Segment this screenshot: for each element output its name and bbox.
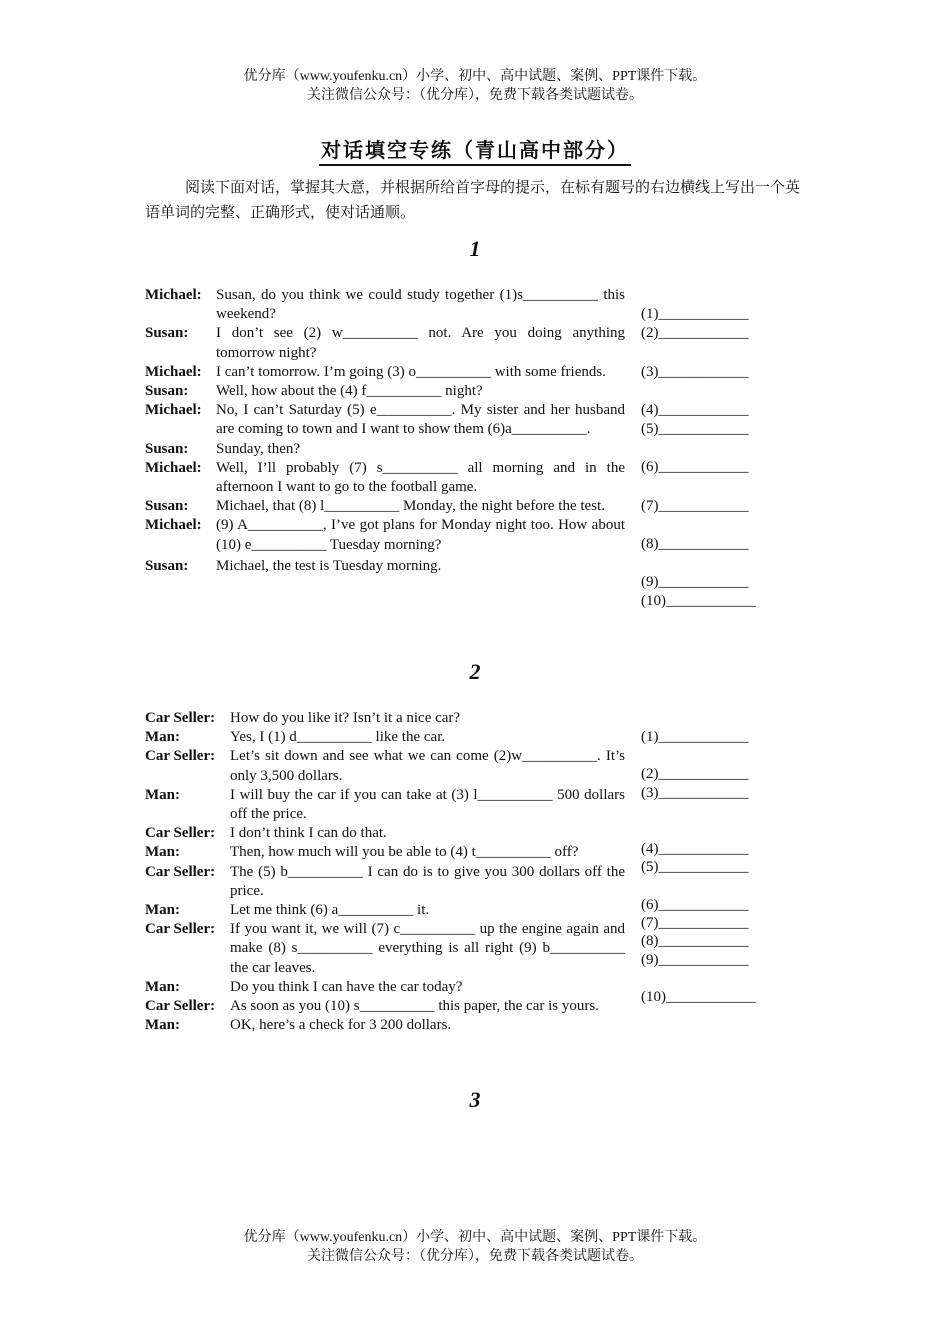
answer-blank-2-10[interactable]: (10)____________ [641,989,756,1005]
speaker: Car Seller: [145,998,216,1015]
answer-blank-1-9[interactable]: (9)____________ [641,574,749,590]
page-footer [0,1228,950,1266]
speaker: Michael: [145,363,202,380]
dialogue-line [145,709,625,728]
worksheet-title: 对话填空专练（青山高中部分） [319,134,631,166]
speaker: Susan: [145,383,189,400]
line-text: No, I can’t Saturday (5) e__________. My sister and her husband are coming to town and I want to show them (6)a__________. [216,402,625,438]
dialogue-line [145,1016,625,1035]
speaker: Car Seller: [145,710,216,726]
line-text: Sunday, then? [216,440,301,457]
speaker: Man: [145,1017,180,1034]
dialogue-line [145,863,625,901]
footer-line-1: 优分库（www.youfenku.cn）小学、初中、高中试题、案例、PPT课件下载。 [243,1230,707,1245]
speaker: Man: [145,844,180,861]
dialogue-line [145,363,625,382]
dialogue-line [145,516,625,554]
line-text: I will buy the car if you can take at (3) l__________ 500 dollars off the price. [230,786,625,823]
line-text: OK, here’s a check for 3 200 dollars. [230,1017,452,1034]
answer-blank-1-7[interactable]: (7)____________ [641,498,749,514]
header-line-2: 关注微信公众号：（优分库），免费下载各类试题试卷。 [307,88,643,103]
speaker: Car Seller: [145,825,216,842]
speaker: Michael: [145,402,202,419]
line-text: How do you like it? Isn’t it a nice car? [230,710,461,726]
page-header [0,67,950,105]
dialogue-line [145,440,625,459]
answer-blank-2-3[interactable]: (3)____________ [641,785,749,801]
dialogue-line [145,382,625,401]
answer-blank-1-1[interactable]: (1)____________ [641,306,749,322]
answer-blank-2-2[interactable]: (2)____________ [641,766,749,782]
dialogue-line [145,286,625,324]
answer-blank-1-8[interactable]: (8)____________ [641,536,749,552]
answer-blank-1-5[interactable]: (5)____________ [641,421,749,437]
dialogue-line [145,997,625,1016]
line-text: If you want it, we will (7) c__________ up the engine again and make (8) s__________ everything is all right (9) b__________ the car leaves. [230,921,625,976]
answer-blank-2-8[interactable]: (8)____________ [641,933,749,949]
speaker: Susan: [145,557,189,574]
speaker: Man: [145,978,180,995]
dialogue-line [145,978,625,997]
dialogue-line [145,728,625,747]
speaker: Susan: [145,440,189,457]
speaker: Car Seller: [145,921,216,938]
line-text: I don’t think I can do that. [230,825,387,842]
answer-blank-1-3[interactable]: (3)____________ [641,364,749,380]
answer-blank-2-9[interactable]: (9)____________ [641,952,749,968]
speaker: Car Seller: [145,863,216,880]
dialogue-line [145,786,625,824]
dialogue-line [145,824,625,843]
dialogue-2 [145,709,625,1035]
dialogue-line [145,747,625,785]
line-text: (9) A__________, I’ve got plans for Monday night too. How about (10) e__________ Tuesday morning? [216,517,625,553]
speaker: Michael: [145,459,202,476]
answer-blank-1-2[interactable]: (2)____________ [641,325,749,341]
speaker: Michael: [145,517,202,534]
speaker: Man: [145,786,180,803]
dialogue-line [145,843,625,862]
line-text: Michael, that (8) l__________ Monday, the night before the test. [216,498,605,515]
answer-blank-2-7[interactable]: (7)____________ [641,915,749,931]
section-number-3: 3 [469,1087,481,1112]
line-text: I don’t see (2) w__________ not. Are you doing anything tomorrow night? [216,325,625,361]
speaker: Michael: [145,287,202,303]
dialogue-line [145,557,625,576]
line-text: Then, how much will you be able to (4) t__________ off? [230,844,579,861]
dialogue-line [145,497,625,516]
line-text: Michael, the test is Tuesday morning. [216,557,442,574]
speaker: Car Seller: [145,748,216,765]
line-text: Susan, do you think we could study together (1)s__________ this weekend? [216,287,625,323]
answer-blank-1-6[interactable]: (6)____________ [641,459,749,475]
speaker: Susan: [145,498,189,515]
instructions: 阅读下面对话，掌握其大意，并根据所给首字母的提示，在标有题号的右边横线上写出一个英语单词的完整、正确形式，使对话通顺。 [145,180,801,221]
line-text: Yes, I (1) d__________ like the car. [230,729,446,746]
answer-blank-1-10[interactable]: (10)____________ [641,593,756,609]
dialogue-line [145,401,625,439]
worksheet-title-block [0,134,950,166]
section-number-1: 1 [469,236,481,261]
line-text: Do you think I can have the car today? [230,978,463,995]
answer-blank-2-5[interactable]: (5)____________ [641,859,749,875]
answer-blank-1-4[interactable]: (4)____________ [641,402,749,418]
dialogue-1 [145,286,625,576]
dialogue-line [145,459,625,497]
dialogue-line [145,901,625,920]
dialogue-line [145,324,625,362]
dialogue-line [145,920,625,978]
answer-blank-2-6[interactable]: (6)____________ [641,897,749,913]
line-text: Let me think (6) a__________ it. [230,902,430,919]
speaker: Susan: [145,325,189,342]
speaker: Man: [145,902,180,919]
line-text: Well, I’ll probably (7) s__________ all morning and in the afternoon I want to go to the football game. [216,459,625,496]
speaker: Man: [145,729,180,746]
section-number-2: 2 [469,659,481,684]
line-text: Well, how about the (4) f__________ night? [216,383,483,400]
line-text: I can’t tomorrow. I’m going (3) o__________ with some friends. [216,363,606,380]
line-text: As soon as you (10) s__________ this paper, the car is yours. [230,998,599,1015]
answer-blank-2-1[interactable]: (1)____________ [641,729,749,745]
line-text: The (5) b__________ I can do is to give you 300 dollars off the price. [230,863,625,899]
footer-line-2: 关注微信公众号：（优分库），免费下载各类试题试卷。 [307,1249,643,1264]
line-text: Let’s sit down and see what we can come (2)w__________. It’s only 3,500 dollars. [230,748,625,784]
answer-blank-2-4[interactable]: (4)____________ [641,841,749,857]
header-line-1: 优分库（www.youfenku.cn）小学、初中、高中试题、案例、PPT课件下载。 [243,69,707,84]
